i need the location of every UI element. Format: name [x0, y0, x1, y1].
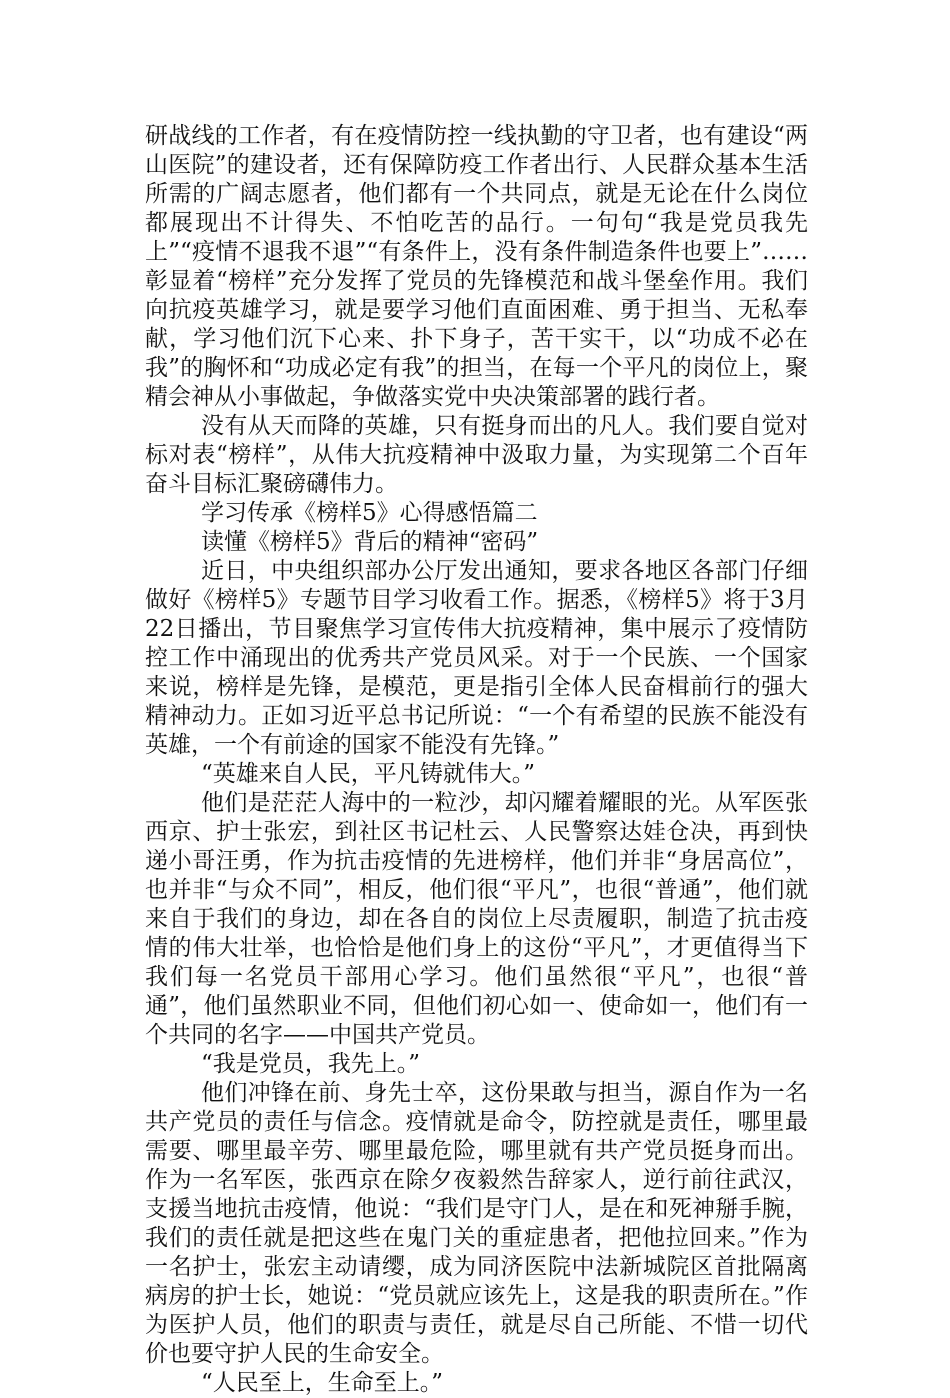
body-paragraph: 他们是茫茫人海中的一粒沙，却闪耀着耀眼的光。从军医张西京、护士张宏，到社区书记杜云、人民警察达娃仓决，再到快递小哥汪勇，作为抗击疫情的先进榜样，他们并非“身居高位”，也并非“与众不同”，相反，他们很“平凡”，也很“普通”，他们就来自于我们的身边，却在各自的岗位上尽责履职，制造了抗击疫情的伟大壮举，也恰恰是他们身上的这份“平凡”，才更值得当下我们每一名党员干部用心学习。他们虽然很“平凡”，也很“普通”，他们虽然职业不同，但他们初心如一、使命如一，他们有一个共同的名字——中国共产党员。: [145, 790, 808, 1048]
body-paragraph: 他们冲锋在前、身先士卒，这份果敢与担当，源自作为一名共产党员的责任与信念。疫情就是命令，防控就是责任，哪里最需要、哪里最辛劳、哪里最危险，哪里就有共产党员挺身而出。作为一名军医，张西京在除夕夜毅然告辞家人，逆行前往武汉，支援当地抗击疫情，他说：“我们是守门人，是在和死神掰手腕，我们的责任就是把这些在鬼门关的重症患者，把他拉回来。”作为一名护士，张宏主动请缨，成为同济医院中法新城院区首批隔离病房的护士长，她说：“党员就应该先上，这是我的职责所在。”作为医护人员，他们的职责与责任，就是尽自己所能、不惜一切代价也要守护人民的生命安全。: [145, 1080, 808, 1367]
body-paragraph: 没有从天而降的英雄，只有挺身而出的凡人。我们要自觉对标对表“榜样”，从伟大抗疫精神中汲取力量，为实现第二个百年奋斗目标汇聚磅礴伟力。: [145, 413, 808, 497]
section-subheading: 读懂《榜样5》背后的精神“密码”: [201, 529, 539, 555]
body-paragraph: 近日，中央组织部办公厅发出通知，要求各地区各部门仔细做好《榜样5》专题节目学习收看工作。据悉，《榜样5》将于3月22日播出，节目聚焦学习宣传伟大抗疫精神，集中展示了疫情防控工作中涌现出的优秀共产党员风采。对于一个民族、一个国家来说，榜样是先锋，是模范，更是指引全体人民奋楫前行的强大精神动力。正如习近平总书记所说：“一个有希望的民族不能没有英雄，一个有前途的国家不能没有先锋。”: [145, 558, 808, 758]
quote-line: “我是党员，我先上。”: [201, 1051, 421, 1077]
document-page: [145, 122, 808, 1398]
quote-line: “英雄来自人民，平凡铸就伟大。”: [201, 761, 536, 787]
section-heading: 学习传承《榜样5》心得感悟篇二: [201, 500, 538, 526]
body-paragraph: 研战线的工作者，有在疫情防控一线执勤的守卫者，也有建设“两山医院”的建设者，还有保障防疫工作者出行、人民群众基本生活所需的广阔志愿者，他们都有一个共同点，就是无论在什么岗位都展现出不计得失、不怕吃苦的品行。一句句“我是党员我先上”“疫情不退我不退”“有条件上，没有条件制造条件也要上”……彰显着“榜样”充分发挥了党员的先锋模范和战斗堡垒作用。我们向抗疫英雄学习，就是要学习他们直面困难、勇于担当、无私奉献，学习他们沉下心来、扑下身子，苦干实干，以“功成不必在我”的胸怀和“功成必定有我”的担当，在每一个平凡的岗位上，聚精会神从小事做起，争做落实党中央决策部署的践行者。: [145, 123, 808, 410]
quote-line: “人民至上，生命至上。”: [201, 1370, 444, 1396]
